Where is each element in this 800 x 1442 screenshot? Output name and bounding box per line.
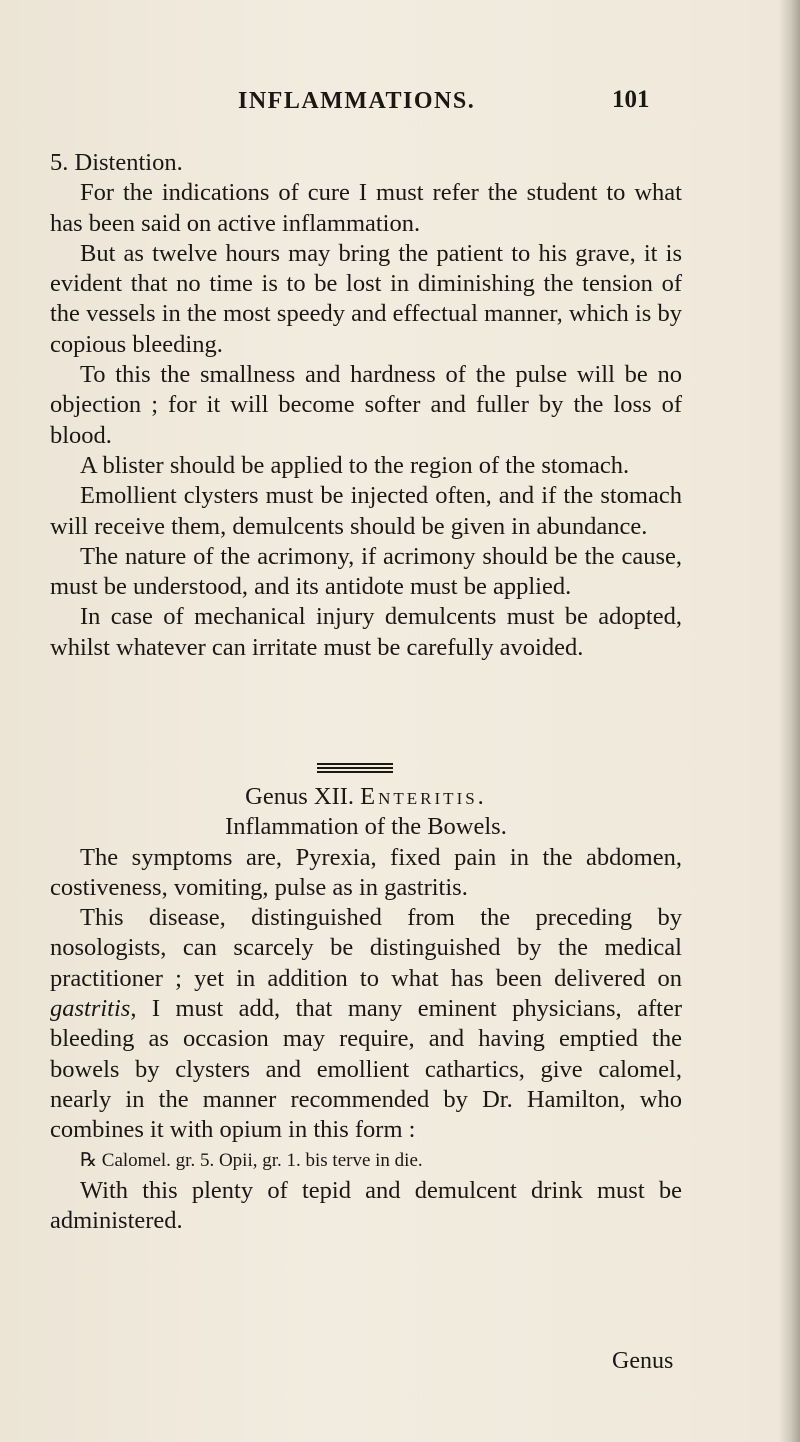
paragraph-text: This disease, distinguished from the preceding by nosologists, can scarcely be distinguished by the medical practitioner ; yet in addition to what has been delivered on [50,904,682,992]
paragraph: Emollient clysters must be injected often, and if the stomach will receive them, demulcents should be given in abundance. [50,482,682,540]
divider-rule [317,767,393,769]
prescription-formula: ℞ Calomel. gr. 5. Opii, gr. 1. bis terve in die. [80,1149,423,1171]
section-heading: 5. Distention. [50,149,183,176]
genus-name: Enteritis. [360,783,487,810]
running-head: INFLAMMATIONS. [238,88,476,114]
paragraph: A blister should be applied to the region of the stomach. [80,451,630,479]
paragraph: But as twelve hours may bring the patient to his grave, it is evident that no time is to be lost in diminishing the tension of the vessels in the most speedy and effectual manner, which is by copious bleeding. [50,239,682,358]
page-edge-shadow [778,0,800,1442]
genus-section [50,782,682,1236]
paragraph: In case of mechanical injury demulcents must be adopted, whilst whatever can irritate must be carefully avoided. [50,603,682,661]
genus-heading [50,782,682,812]
paragraph: To this the smallness and hardness of the pulse will be no objection ; for it will become softer and fuller by the loss of blood. [50,361,682,449]
genus-label: Genus XII. [245,783,355,810]
divider-rule [317,763,393,765]
genus-subtitle: Inflammation of the Bowels. [225,813,507,841]
paragraph: The nature of the acrimony, if acrimony should be the cause, must be understood, and its antidote must be applied. [50,542,682,601]
page-header [0,82,800,122]
paragraph-text: , I must add, that many eminent physicians, after bleeding as occasion may require, and having emptied the bowels by clysters and emollient cathartics, give calomel, nearly in the manner recommended by Dr. Hamilton, who combines it with opium in this form : [50,995,682,1144]
paragraph: The symptoms are, Pyrexia, fixed pain in the abdomen, costiveness, vomiting, pulse as in gastritis. [50,843,682,901]
page-number: 101 [612,86,650,113]
paragraph: For the indications of cure I must refer the student to what has been said on active inflammation. [50,179,682,237]
paragraph [50,903,682,1145]
catchword: Genus [612,1348,674,1374]
paragraph: With this plenty of tepid and demulcent drink must be administered. [50,1176,682,1234]
section-divider [317,763,393,775]
divider-rule [317,771,393,773]
main-text [50,148,682,663]
italic-term: gastritis [50,995,131,1023]
